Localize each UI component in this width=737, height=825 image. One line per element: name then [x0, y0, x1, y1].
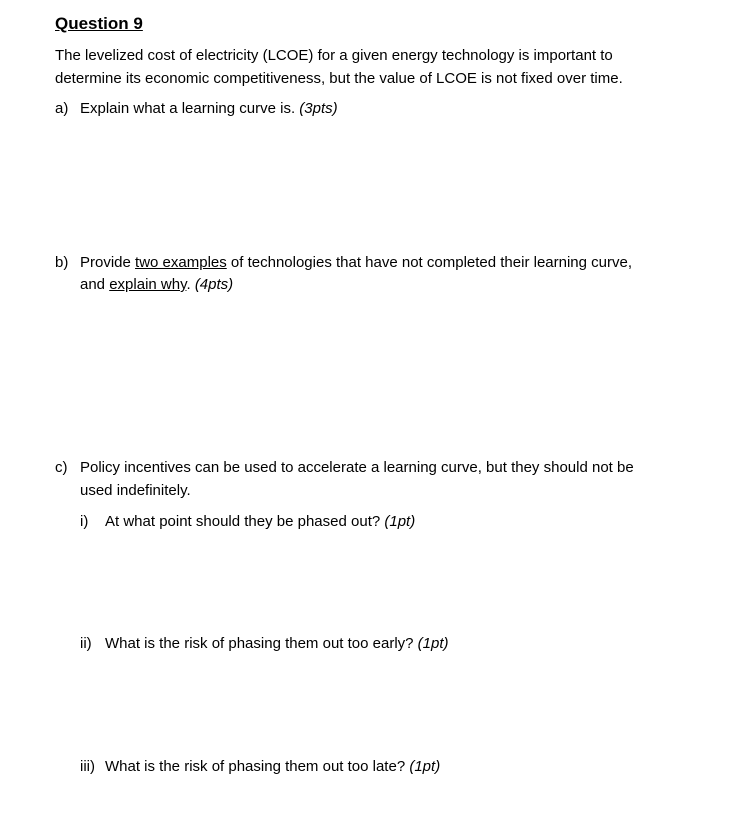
part-b-underlined-two-examples: two examples: [135, 254, 227, 271]
part-c-sub-iii-question: [105, 758, 440, 775]
part-c-sub-ii-question: [105, 635, 449, 652]
part-b-text-mid: of technologies that have not completed their learning curve,: [226, 254, 632, 271]
part-c-sub-ii-label: ii): [80, 635, 92, 652]
part-a-question: [80, 100, 338, 117]
part-c-sub-i-points: (1pt): [384, 513, 416, 530]
intro-line-2: determine its economic competitiveness, but the value of LCOE is not fixed over time.: [55, 70, 623, 87]
part-a-text: Explain what a learning curve is.: [80, 100, 300, 117]
part-c-sub-i-question: [105, 513, 415, 530]
part-b-label: b): [55, 254, 69, 271]
part-a-points: (3pts): [299, 100, 338, 117]
part-c-line-1: Policy incentives can be used to accelerate a learning curve, but they should not be: [80, 459, 634, 476]
part-b-text-pre: Provide: [80, 254, 136, 271]
part-c-sub-i-label: i): [80, 513, 89, 530]
part-b-line2-pre: and: [80, 276, 110, 293]
part-b-points: (4pts): [194, 276, 234, 293]
part-c-sub-i-text: At what point should they be phased out?: [105, 513, 385, 530]
part-c-line-2: used indefinitely.: [80, 482, 191, 499]
part-b-underlined-explain-why: explain why: [109, 276, 187, 293]
part-c-sub-iii-text: What is the risk of phasing them out too late?: [105, 758, 410, 775]
part-c-sub-iii-points: (1pt): [409, 758, 441, 775]
part-c-sub-ii-text: What is the risk of phasing them out too early?: [105, 635, 418, 652]
part-b-line2-post: .: [186, 276, 195, 293]
part-b-line-2: [80, 276, 233, 293]
part-c-sub-iii-label: iii): [80, 758, 95, 775]
part-b-line-1: [80, 254, 632, 271]
intro-line-1: The levelized cost of electricity (LCOE) for a given energy technology is important to: [55, 47, 613, 64]
part-c-label: c): [55, 459, 68, 476]
part-a-label: a): [55, 100, 69, 117]
part-c-sub-ii-points: (1pt): [417, 635, 449, 652]
question-title: Question 9: [55, 14, 143, 33]
